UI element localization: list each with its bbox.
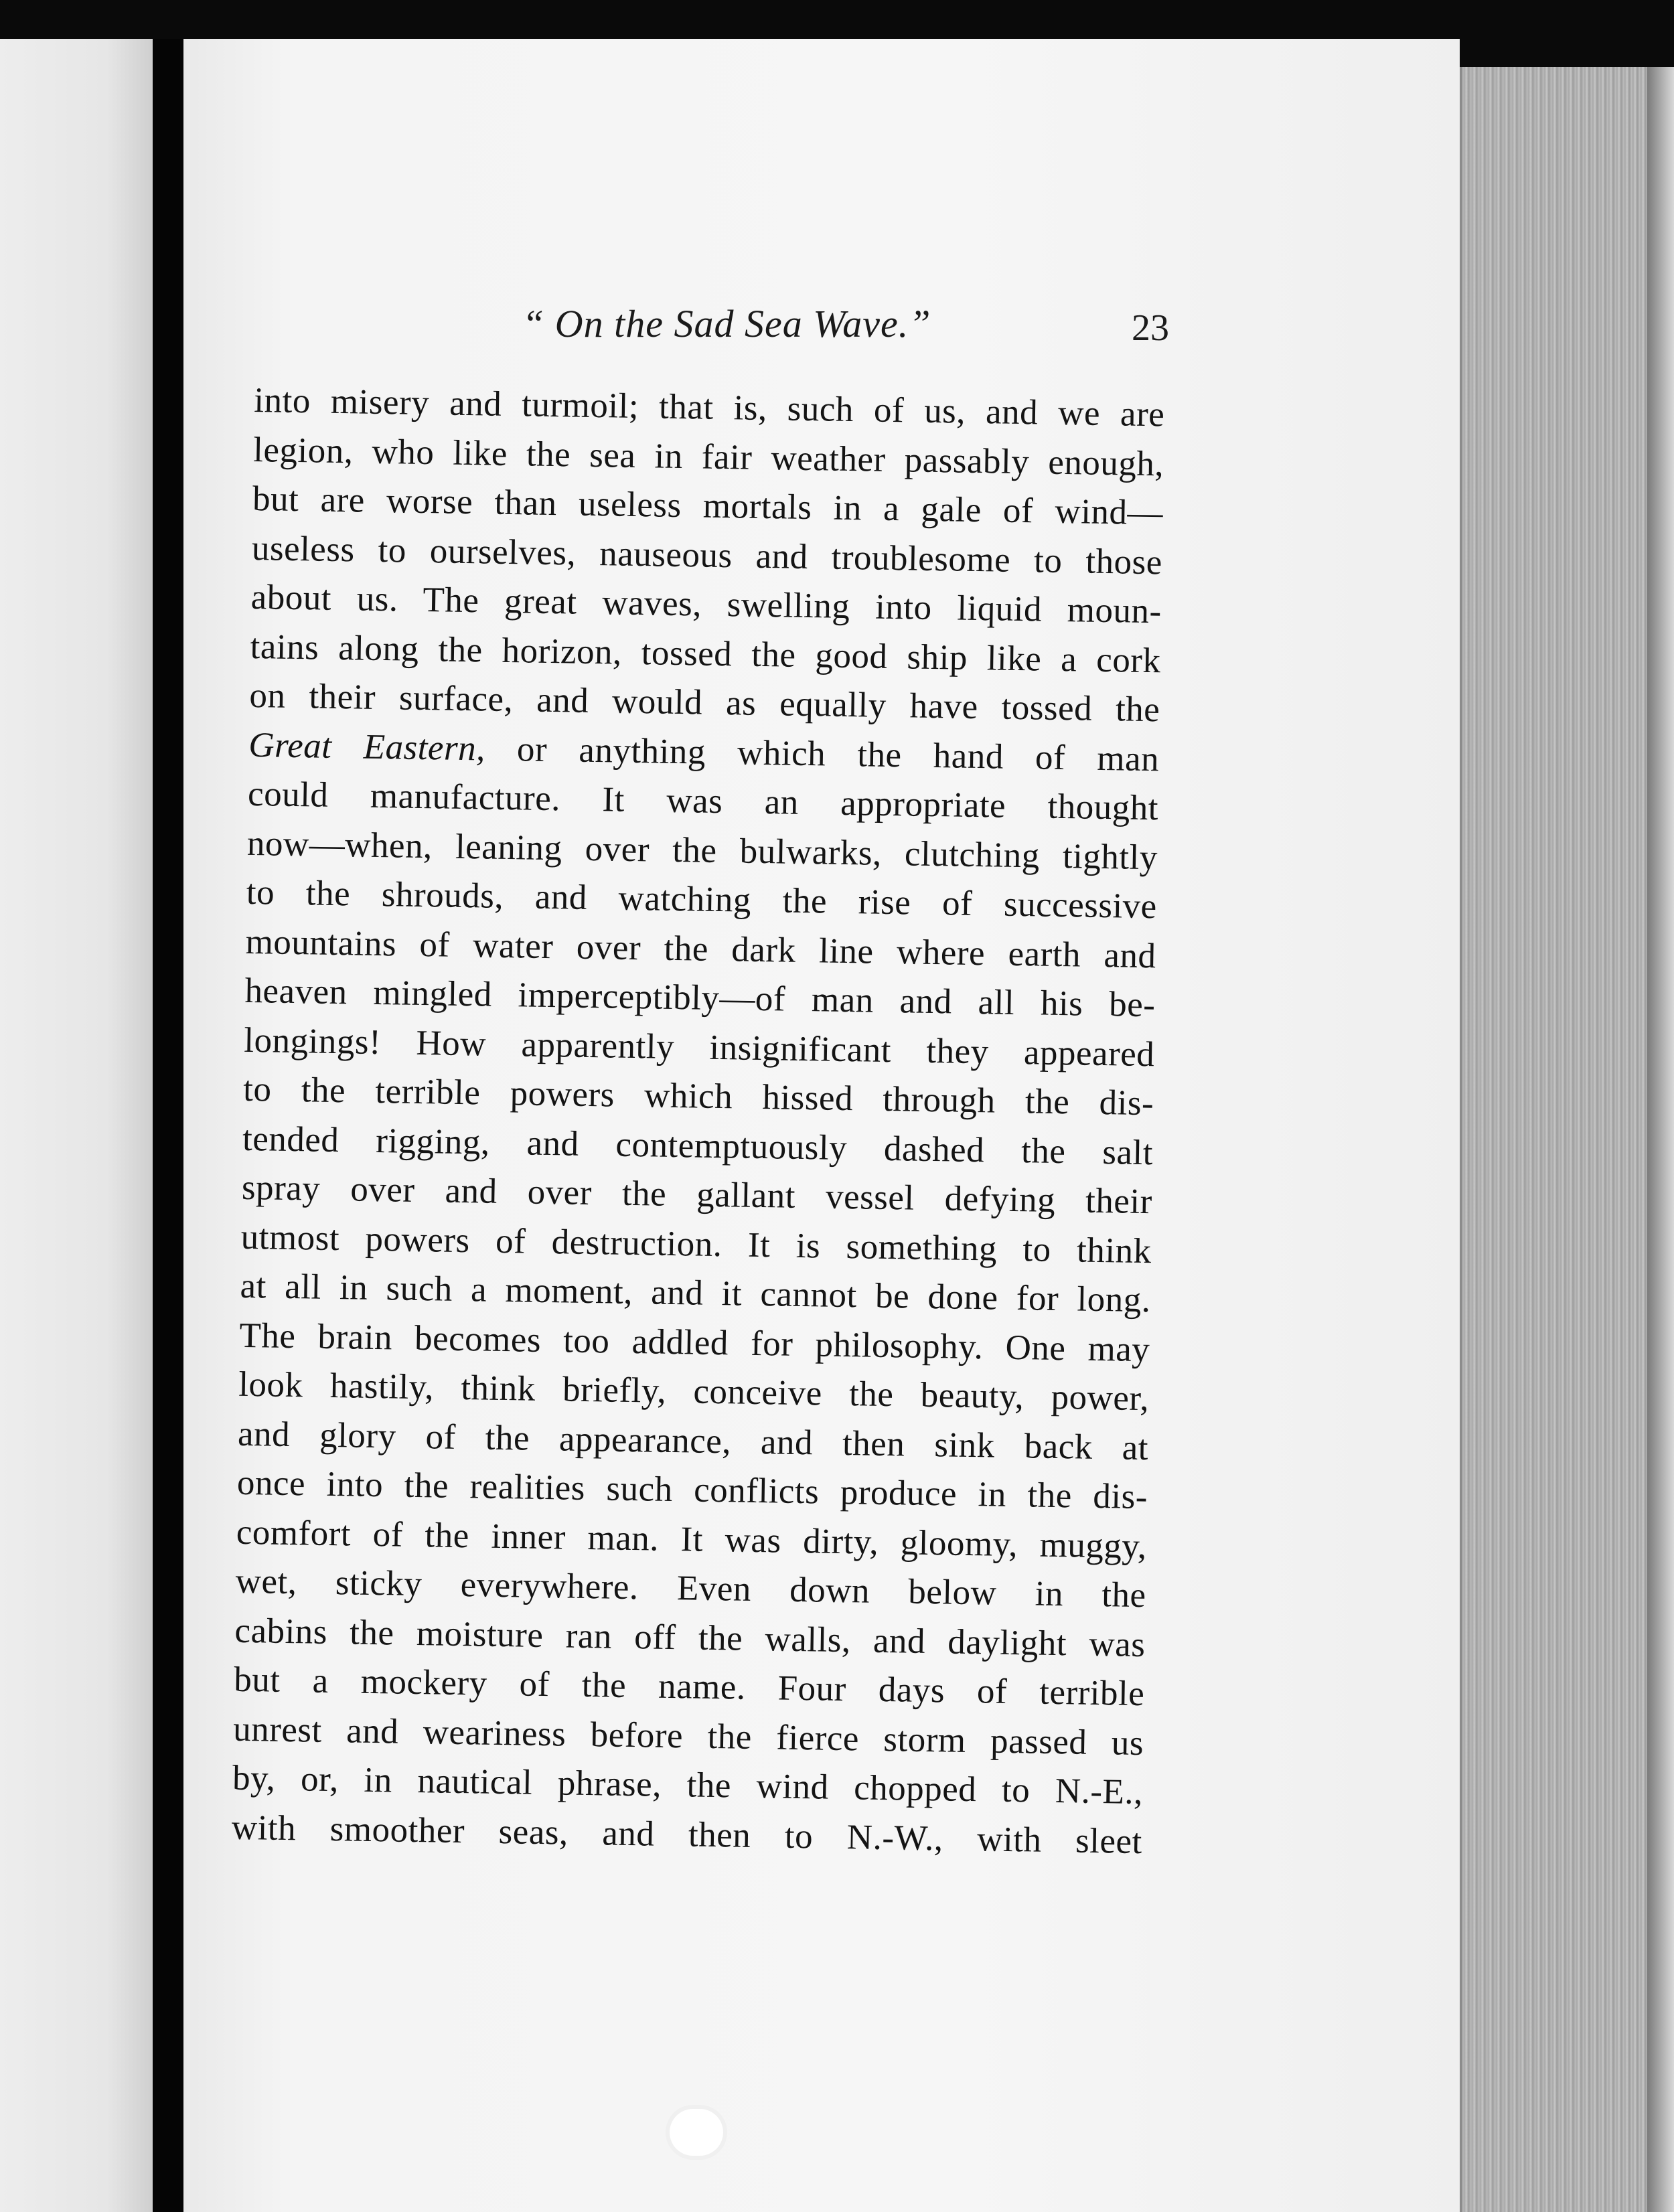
page-block-shadow [1647,67,1674,2212]
text-line: to the shrouds, and watching the rise of successive [246,872,1158,927]
text-line: look hastily, think briefly, conceive the beauty, power, [238,1364,1150,1419]
text-line: at all in such a moment, and it cannot be done for long. [240,1266,1151,1320]
italic-ship-name: Great Eastern, [248,725,486,768]
text-line: but are worse than useless mortals in a gale of wind— [252,479,1164,533]
running-head: “ On the Sad Sea Wave.” [522,302,931,345]
text-line-remainder: or anything which the hand of man [516,729,1160,779]
text-line: spray over and over the gallant vessel defying their [241,1168,1153,1222]
text-line: unrest and weariness before the fierce storm passed us [232,1709,1144,1763]
text-line: mountains of water over the dark line where earth and [245,922,1157,975]
text-line: with smoother seas, and then to N.-W., with sleet [231,1808,1143,1861]
stamp-mark [670,2109,723,2156]
text-line: tended rigging, and contemptuously dashed the salt [242,1119,1154,1172]
text-line: useless to ourselves, nauseous and troublesome to those [251,528,1163,582]
text-line: but a mockery of the name. Four days of terrible [233,1660,1145,1714]
text-line: and glory of the appearance, and then sink back at [237,1414,1149,1468]
text-line: comfort of the inner man. It was dirty, gloomy, muggy, [236,1512,1148,1566]
page-block-edge [1460,67,1650,2212]
text-line: to the terrible powers which hissed through the dis- [242,1069,1154,1123]
facing-page-edge [0,39,153,2212]
text-line: longings! How apparently insignificant they appeared [243,1020,1155,1074]
scan-border-top [0,0,1674,39]
text-line: legion, who like the sea in fair weather passably enough, [252,430,1164,483]
text-line: could manufacture. It was an appropriate thought [247,774,1159,828]
body-text [231,376,1164,1867]
page-header [281,301,1178,355]
text-line: wet, sticky everywhere. Even down below in the [235,1561,1147,1615]
text-line: cabins the moisture ran off the walls, and daylight was [234,1611,1146,1664]
text-line: now—when, leaning over the bulwarks, clutching tightly [246,823,1158,877]
text-line: The brain becomes too addled for philosophy. One may [239,1316,1150,1369]
text-line: heaven mingled imperceptibly—of man and all his be- [244,971,1156,1025]
text-line: about us. The great waves, swelling into liquid moun- [250,577,1162,631]
text-line: tains along the horizon, tossed the good ship like a cork [250,627,1161,680]
scan-border-top-right [1460,39,1674,67]
book-gutter [153,39,183,2212]
text-line: on their surface, and would as equally have tossed the [249,676,1160,730]
text-line: once into the realities such conflicts produce in the dis- [236,1463,1148,1517]
text-line: by, or, in nautical phrase, the wind chopped to N.-E., [232,1758,1144,1812]
text-line: into misery and turmoil; that is, such of us, and we are [253,380,1165,434]
page-number: 23 [1132,307,1169,349]
text-line: utmost powers of destruction. It is something to think [240,1217,1152,1271]
